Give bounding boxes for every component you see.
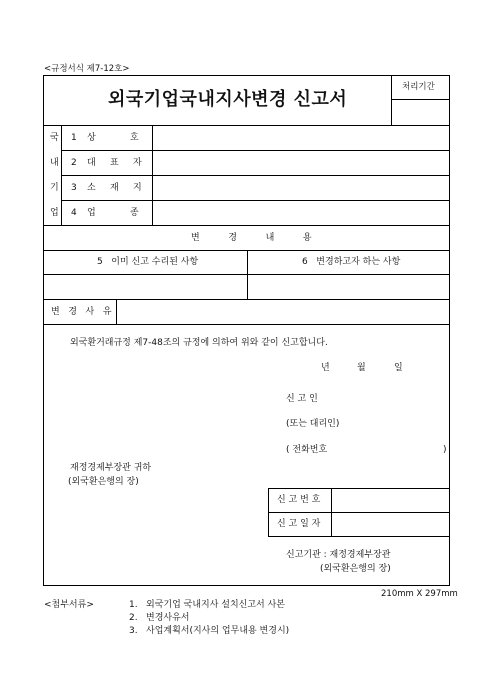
declaration-text: 외국환거래규정 제7-48조의 규정에 의하여 위와 같이 신고합니다.	[70, 338, 328, 348]
representative-field[interactable]	[153, 151, 449, 175]
change-after-field[interactable]	[248, 275, 449, 299]
attachment-item: 변경사유서	[146, 613, 190, 623]
phone-field[interactable]	[335, 442, 435, 456]
report-number-field[interactable]	[332, 489, 449, 512]
paper-size: 210mm X 297mm	[381, 589, 458, 599]
change-col-after-label: 6 변경하고자 하는 사항	[302, 257, 401, 267]
addressee-line1: 재정경제부장관 귀하	[70, 463, 152, 473]
attachment-item: 외국기업 국내지사 설치신고서 사본	[146, 600, 285, 610]
phone-close: )	[443, 445, 447, 455]
applicant-label: 신 고 인	[286, 394, 318, 404]
group-label-char: 내	[50, 158, 59, 168]
agent-label: (또는 대리인)	[286, 419, 340, 429]
divider-group-v	[61, 125, 62, 225]
group-label-char: 국	[50, 133, 59, 143]
attachment-number: 2.	[129, 613, 138, 623]
applicant-field[interactable]	[330, 391, 440, 405]
divider-report-left	[268, 488, 269, 536]
field-number: 4	[71, 208, 77, 218]
change-reason-label: 변 경 사 유	[51, 307, 112, 317]
attachment-number: 1.	[129, 600, 138, 610]
divider-company-end	[43, 225, 450, 226]
field-number: 2	[71, 158, 77, 168]
field-label-trade-name: 상 호	[87, 133, 139, 143]
attachment-number: 3.	[129, 626, 138, 636]
date-year-label: 년	[321, 363, 330, 373]
address-field[interactable]	[153, 176, 449, 200]
processing-period-field[interactable]	[392, 100, 449, 124]
attachments-label: <첨부서류>	[44, 600, 94, 610]
change-col-before-label: 5 이미 신고 수리된 사항	[97, 257, 199, 267]
divider-report-bottom	[268, 536, 450, 537]
report-agency-line2: (외국환은행의 장)	[320, 564, 391, 574]
report-number-label: 신 고 번 호	[277, 495, 321, 505]
trade-name-field[interactable]	[153, 126, 449, 150]
field-label-address: 소 재 지	[87, 183, 142, 193]
report-agency-line1: 신고기관 : 재정경제부장관	[286, 550, 391, 560]
phone-label: ( 전화번호	[286, 445, 328, 455]
form-title: 외국기업국내지사변경 신고서	[108, 89, 348, 110]
group-label-char: 기	[50, 183, 59, 193]
date-month-label: 월	[357, 363, 366, 373]
field-number: 3	[71, 183, 77, 193]
divider-reason	[43, 324, 450, 325]
report-date-field[interactable]	[332, 513, 449, 536]
field-number: 1	[71, 133, 77, 143]
field-label-representative: 대 표 자	[87, 158, 142, 168]
report-date-label: 신 고 일 자	[277, 519, 321, 529]
processing-period-label: 처리기간	[402, 82, 435, 92]
attachment-item: 사업계획서(지사의 업무내용 변경시)	[146, 626, 290, 636]
change-before-field[interactable]	[44, 275, 247, 299]
change-reason-field[interactable]	[117, 300, 449, 324]
group-label-char: 업	[50, 208, 59, 218]
date-day-label: 일	[394, 363, 403, 373]
change-section-label: 변 경 내 용	[191, 233, 312, 243]
field-label-business-type: 업 종	[87, 208, 139, 218]
form-code: <규정서식 제7-12호>	[44, 64, 130, 74]
addressee-line2: (외국환은행의 장)	[68, 477, 139, 487]
business-type-field[interactable]	[153, 201, 449, 225]
